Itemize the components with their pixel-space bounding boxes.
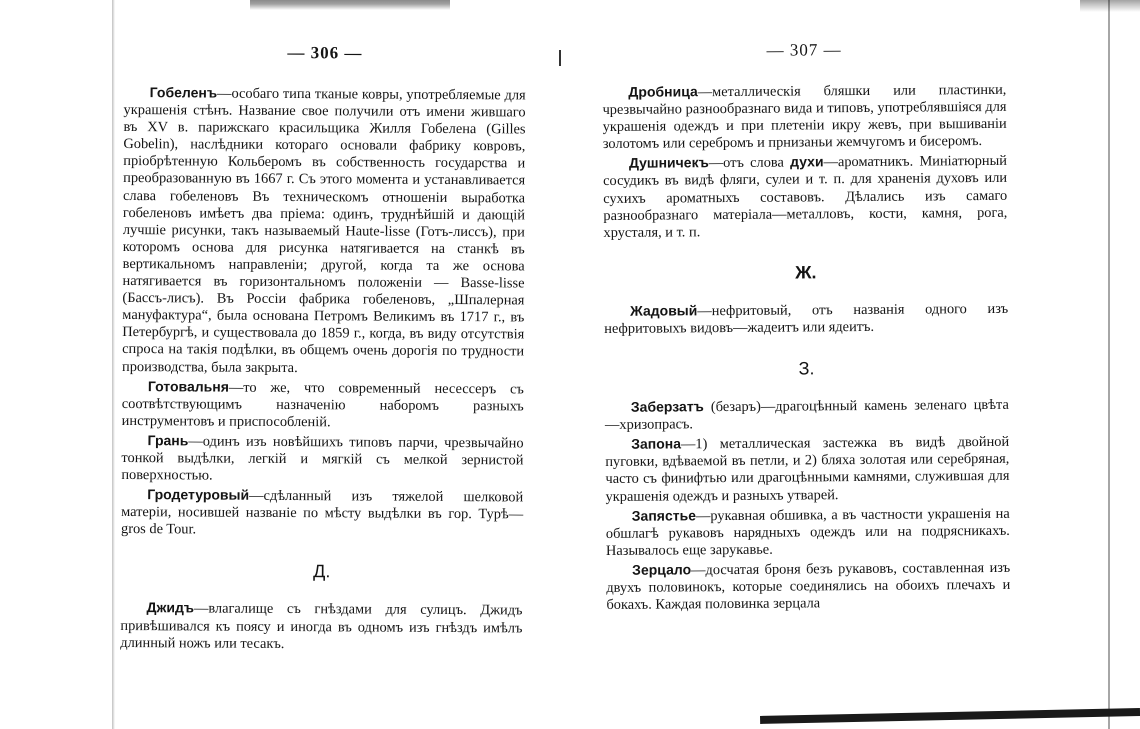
entry-body: —отъ слова [708,154,791,172]
entry-term: Зерцало [632,561,692,578]
entry-term: Запястье [631,506,696,524]
dictionary-entry-grodeturovy [121,486,523,541]
scan-shadow-top [250,0,450,10]
scan-shadow-bottom [760,708,1140,724]
dictionary-entry-dzhid [120,599,522,654]
entry-body: —1) металлическая застежка въ видѣ двойной пуговки, вдѣваемой въ петли, и 2) бляха золотая или серебряная, часто съ финифтью или драгоцѣнными камнями, служившая для украшенія одеждъ и разныхъ утварей. [605,434,1010,505]
entry-term: Жадовый [630,302,698,319]
entry-body: —влагалище съ гнѣздами для сулицъ. Джидъ привѣшивался къ поясу и иногда въ одномъ изъ гнѣздъ имѣлъ длинный ножъ или тесакъ. [120,600,523,652]
entry-body: —досчатая броня безъ рукавовъ, составленная изъ двухъ половинокъ, которые соединялись на обоихъ плечахъ и бокахъ. Каждая половинка зерцала [606,559,1011,614]
entry-term: Готовальня [147,377,229,395]
scan-shadow-top-right [1080,0,1140,12]
page-number-right: — 307 — [766,40,842,60]
page-edge-right [1108,0,1110,729]
entry-emphasis: духи [790,153,824,170]
entry-term: Гродетуровый [147,486,250,503]
section-heading-zh: Ж. [795,262,817,283]
dictionary-entry-zapona [605,433,1010,506]
entry-term: Гобеленъ [149,84,218,101]
binding-mark [559,50,561,66]
entry-body: (безаръ)—драгоцѣнный камень зеленаго цвѣта—хризопрасъ. [604,396,1009,434]
entry-term: Запона [631,435,682,453]
entry-term: Джидъ [146,599,195,616]
dictionary-entry-dushnichek [603,152,1008,242]
dictionary-entry-zaberzat [605,396,1009,434]
entry-body: —металлическія бляшки или пластинки, чрезвычайно разнообразнаго вида и типовъ, употреблявшіяся для украшенія одеждъ и при плетеніи икру жевъ, при вышиваніи золотомъ или серебромъ и прнизаньи жемчугомъ и бисеромъ. [602,81,1007,153]
entry-body: —рукавная обшивка, а въ частности украшенія на обшлагѣ рукавовъ нарядныхъ одеждъ или на подрясникахъ. Называлось еще зарукавье. [605,505,1010,559]
dictionary-entry-gran [121,432,523,487]
left-page [120,42,526,654]
entry-term: Дробница [628,83,698,100]
page-edge-left [112,0,115,729]
entry-body: —сдѣланный изъ тяжелой шелковой матеріи, носившей названіе по мѣсту выдѣлки въ гор. Турѣ—gros de Tour. [120,487,524,538]
page-number-left: — 306 — [287,42,363,63]
dictionary-entry-gobelen [122,84,526,378]
dictionary-entry-zhadovy [604,300,1008,338]
dictionary-entry-zertsalo [606,559,1010,614]
entry-body: —особаго типа тканые ковры, употребляемые для украшенія стѣнъ. Название свое получили отъ имени жившаго въ XV в. парижскаго красильщика Жилля Гобелена (Gilles Gobelin), наслѣдники котораго основали фабрику ковровъ, пріобрѣтенную Кольберомъ въ собственность государства и преобразованную въ 1667 г. Съ этого момента и устанавливается слава гобеленовъ Въ техническомъ отношеніи выработка гобеленовъ имѣетъ два пріема: одинъ, труднѣйшій и дающій лучшіе рисунки, такъ называемый Haute-lisse (Готъ-лиссъ), при которомъ основа для рисунка натягивается на станкѣ въ вертикальномъ направленіи; другой, когда та же основа натягивается въ горизонтальномъ положеніи — Basse-lisse (Бассъ-лисъ). Въ Россіи фабрика гобеленовъ, „Шпалерная мануфактура“, была основана Петромъ Великимъ въ 1717 г., въ Петербургѣ, и существовала до 1859 г., когда, въ виду отсутствія спроса на такія подѣлки, въ общемъ очень дорогія по трудности производства, была закрыта. [121,85,526,376]
section-heading-z: З. [798,358,815,379]
dictionary-entry-drobnitsa [602,81,1007,154]
dictionary-entry-gotovalnya [122,378,524,433]
entry-body-continued: —ароматникъ. Миніатюрный сосудикъ въ видѣ фляги, сулеи и т. п. для храненія духовъ или сухихъ ароматныхъ составовъ. Дѣлались изъ самаго разнообразнаго матеріала—металловъ, кости, камня, рога, хрусталя, и т. п. [603,153,1008,241]
section-heading-d: Д. [313,561,331,582]
dictionary-entry-zapyastye [606,504,1010,559]
entry-body: —одинъ изъ новѣйшихъ типовъ парчи, чрезвычайно тонкой выдѣлки, легкій и мягкій съ мелкой зернистой поверхностью. [121,433,524,484]
entry-term: Грань [147,432,189,449]
entry-term: Заберзатъ [630,398,704,415]
entry-body: —нефритовый, отъ названія одного изъ нефритовыхъ видовъ—жадеитъ или ядеитъ. [604,300,1009,337]
entry-term: Душничекъ [628,154,709,172]
right-page [602,39,1010,614]
entry-body: —то же, что современный несессеръ съ соотвѣтствующимъ назначенію наборомъ разныхъ инструментовъ и приспособленій. [121,379,524,431]
